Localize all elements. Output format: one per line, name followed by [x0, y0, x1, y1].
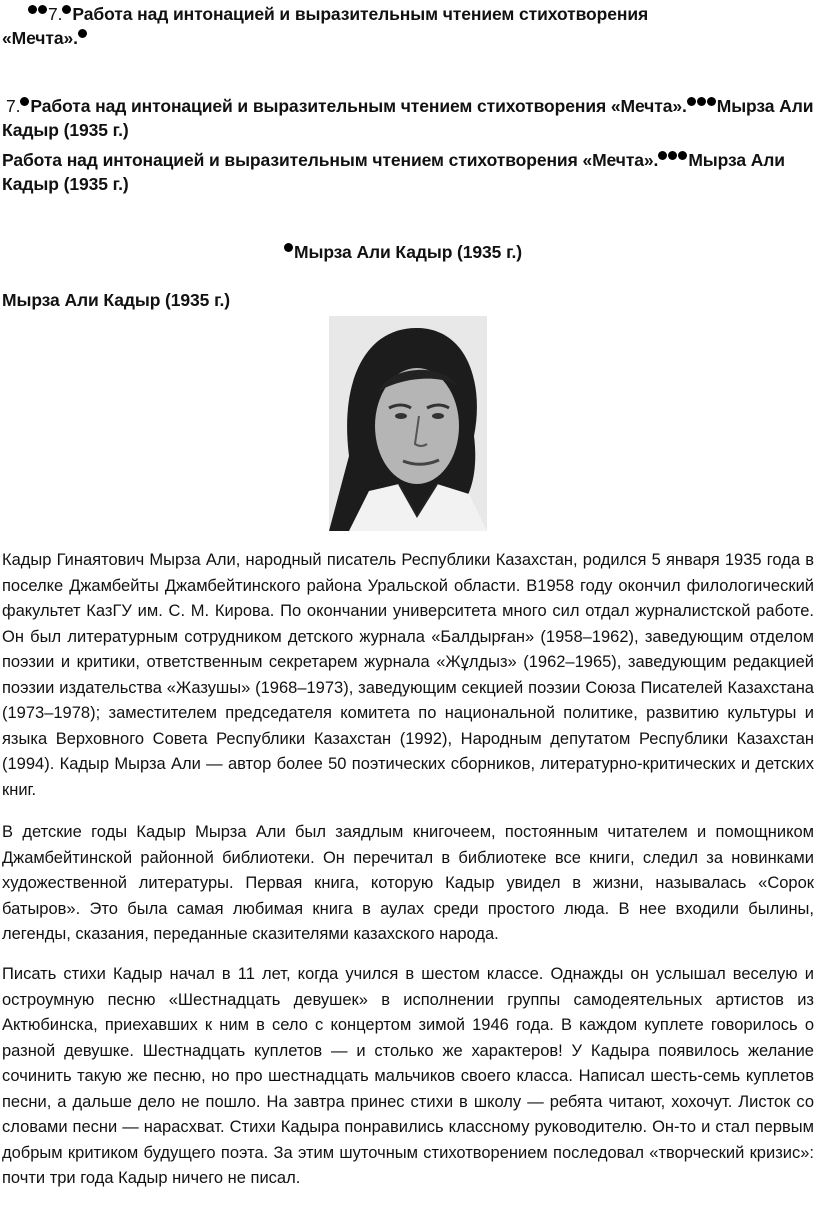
bullet-icon: [687, 97, 696, 106]
bullet-icon: [678, 151, 687, 160]
bullet-icon: [668, 151, 677, 160]
heading-2-cont-text: Кадыр (1935 г.): [2, 120, 129, 140]
bullet-icon: [284, 243, 293, 252]
bullet-icon: [38, 5, 47, 14]
heading-3-cont-text: Кадыр (1935 г.): [2, 174, 129, 194]
bullet-icon: [707, 97, 716, 106]
bullet-icon: [78, 29, 87, 38]
paragraph-biography: Кадыр Гинаятович Мырза Али, народный писатель Республики Казахстан, родился 5 января 1935 года в поселке Джамбейты Джамбейтинского района Уральской области. В1958 году окончил филологический факультет КазГУ им. С. М. Кирова. По окончании университета много сил отдал журналистской работе. Он был литературным сотрудником детского журнала «Балдырған» (1958–1962), заведующим отделом поэзии и критики, ответственным секретарем журнала «Жұлдыз» (1962–1965), заведующим редакцией поэзии издательства «Жазушы» (1968–1973), заведующим секцией поэзии Союза Писателей Казахстана (1973–1978); заместителем председателя комитета по национальной политике, развитию культуры и языка Верховного Совета Республики Казахстан (1992), Народным депутатом Республики Казахстан (1994). Кадыр Мырза Али — автор более 50 поэтических сборников, литературно-критических и детских книг.: [2, 551, 814, 799]
heading-5-text: Мырза Али Кадыр (1935 г.): [2, 290, 230, 310]
heading-2-author: Мырза Али: [716, 96, 814, 116]
bullet-icon: [697, 97, 706, 106]
heading-1-cont-text: «Мечта».: [2, 28, 78, 48]
heading-3: [2, 150, 785, 171]
bullet-icon: [20, 97, 29, 106]
heading-2-number: 7.: [6, 96, 21, 116]
heading-1: [28, 4, 648, 25]
paragraph-first-poems: Писать стихи Кадыр начал в 11 лет, когда учился в шестом классе. Однажды он услышал веселую и остроумную песню «Шестнадцать девушек» в исполнении группы самодеятельных артистов из Актюбинска, приехавших к ним в село с концертом зимой 1946 года. В каждом куплете говорилось о разной девушке. Шестнадцать куплетов — и столько же характеров! У Кадыра появилось желание сочинить такую же песню, но про шестнадцать мальчиков своего класса. Написал шесть-семь куплетов песни, а дальше дело не пошло. На завтра принес стихи в школу — ребята читают, хохочут. Листок со словами песни — нарасхват. Стихи Кадыра понравились классному руководителю. Он-то и стал первым добрым критиком будущего поэта. За этим шуточным стихотворением последовал «творческий кризис»: почти три года Кадыр ничего не писал.: [2, 965, 814, 1187]
heading-1-text: Работа над интонацией и выразительным чтением стихотворения: [72, 4, 649, 24]
portrait-icon: [329, 316, 487, 531]
heading-2: [6, 96, 813, 117]
paragraph-childhood: В детские годы Кадыр Мырза Али был заядлым книгочеем, постоянным читателем и помощником Джамбейтинской районной библиотеки. Он перечитал в библиотеке все книги, следил за новинками художественной литературы. Первая книга, которую Кадыр увидел в жизни, называлась «Сорок батыров». Это была самая любимая книга в аулах среди простого люда. В нее входили былины, легенды, сказания, переданные сказителями казахского народа.: [2, 823, 814, 943]
bullet-icon: [28, 5, 37, 14]
heading-3-author: Мырза Али: [688, 150, 785, 170]
author-portrait-photo: [329, 316, 487, 531]
heading-2-continuation: [2, 120, 129, 141]
heading-3-text: Работа над интонацией и выразительным чтением стихотворения «Мечта».: [2, 150, 659, 170]
bullet-icon: [62, 5, 71, 14]
bullet-icon: [658, 151, 667, 160]
heading-2-text: Работа над интонацией и выразительным чтением стихотворения «Мечта».: [30, 96, 687, 116]
heading-1-continuation: [2, 28, 88, 49]
heading-3-continuation: [2, 174, 129, 195]
heading-4-centered: [284, 242, 522, 263]
heading-1-number: 7.: [48, 4, 63, 24]
heading-5: [2, 290, 230, 311]
heading-4-text: Мырза Али Кадыр (1935 г.): [294, 242, 522, 262]
